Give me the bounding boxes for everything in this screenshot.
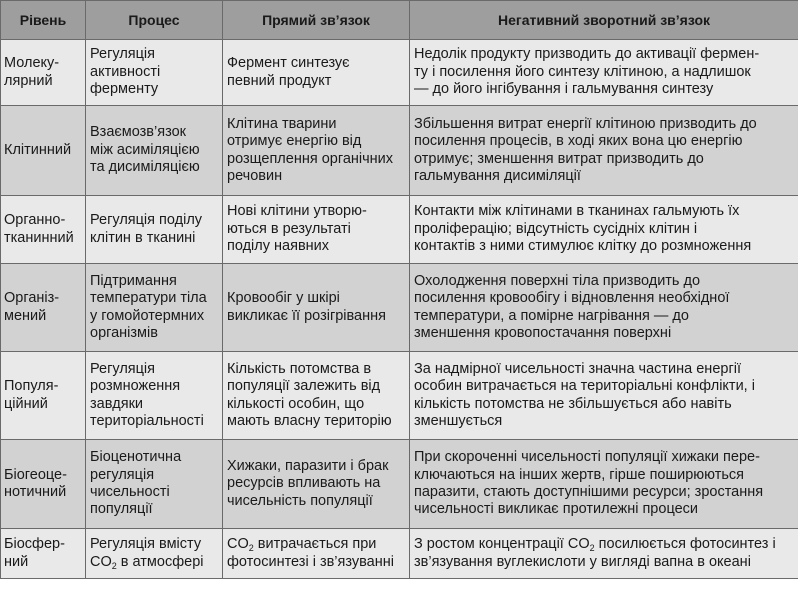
cell-line: активності bbox=[90, 63, 161, 80]
co2-subscript: 2 bbox=[248, 543, 254, 554]
cell-line: температури, а помірне нагрівання — до bbox=[414, 307, 689, 324]
cell-line: Регуляція поділу bbox=[90, 212, 203, 229]
table-row bbox=[1, 529, 798, 579]
cell-line: ту і посилення його синтезу клітиною, а надлишок bbox=[414, 63, 751, 80]
cell-line bbox=[227, 536, 376, 552]
cell-line: ний bbox=[4, 553, 29, 570]
direct-cell bbox=[223, 352, 410, 440]
negative-cell bbox=[410, 196, 798, 264]
cell-line: популяції bbox=[90, 501, 153, 518]
level-cell bbox=[1, 352, 86, 440]
process-cell bbox=[86, 440, 223, 529]
cell-line: посилення процесів, в ході яких вона цю енергію bbox=[414, 133, 743, 150]
cell-line: чисельність популяції bbox=[227, 492, 373, 509]
level-cell bbox=[1, 40, 86, 106]
process-cell bbox=[86, 196, 223, 264]
cell-line: Молеку- bbox=[4, 55, 60, 72]
table-row bbox=[1, 196, 798, 264]
cell-line: гальмування дисиміляції bbox=[414, 167, 581, 184]
process-cell bbox=[86, 529, 223, 579]
cell-line: особин витрачається на територіальні конфлікти, і bbox=[414, 378, 755, 395]
negative-cell bbox=[410, 440, 798, 529]
negative-cell bbox=[410, 352, 798, 440]
cell-line: Регуляція bbox=[90, 360, 156, 377]
direct-cell bbox=[223, 106, 410, 196]
cell-line: поділу наявних bbox=[227, 238, 330, 255]
cell-line: Кровообіг у шкірі bbox=[227, 290, 340, 307]
cell-line: Контакти між клітинами в тканинах гальмують їх bbox=[414, 203, 740, 220]
cell-line: територіальності bbox=[90, 412, 204, 429]
negative-cell bbox=[410, 106, 798, 196]
cell-line: контактів з ними стимулює клітку до розмноження bbox=[414, 238, 752, 255]
header-level: Рівень bbox=[1, 1, 86, 40]
cell-line: ферменту bbox=[90, 81, 159, 98]
table-row bbox=[1, 352, 798, 440]
cell-line: клітин в тканині bbox=[90, 229, 196, 246]
cell-line: тканинний bbox=[4, 229, 74, 246]
table-row bbox=[1, 40, 798, 106]
co2-subscript: 2 bbox=[589, 543, 595, 554]
cell-line: Клітинний bbox=[4, 141, 72, 158]
process-cell bbox=[86, 352, 223, 440]
cell-line: мений bbox=[4, 307, 47, 324]
direct-cell bbox=[223, 529, 410, 579]
level-cell bbox=[1, 196, 86, 264]
table-header-row bbox=[1, 1, 798, 40]
cell-line: Регуляція bbox=[90, 46, 156, 63]
cell-line: Хижаки, паразити і брак bbox=[227, 457, 389, 474]
cell-line: ключаються на інших жертв, гірше поширюються bbox=[414, 466, 745, 483]
cell-line: Нові клітини утворю- bbox=[227, 203, 367, 220]
co2-text: посилюється фотосинтез і bbox=[594, 536, 776, 553]
cell-line: Охолодження поверхні тіла призводить до bbox=[414, 272, 701, 289]
cell-line: — до його інгібування і гальмування синтезу bbox=[414, 81, 714, 98]
direct-cell bbox=[223, 264, 410, 352]
co2-text: CO bbox=[90, 553, 112, 570]
cell-line: Органно- bbox=[4, 212, 66, 229]
cell-line: популяції залежить від bbox=[227, 378, 381, 395]
cell-line: розщеплення органічних bbox=[227, 150, 394, 167]
cell-line: отримує енергію від bbox=[227, 133, 362, 150]
process-cell bbox=[86, 264, 223, 352]
level-cell bbox=[1, 264, 86, 352]
cell-line: Біоценотична bbox=[90, 449, 182, 466]
cell-line: зменшення кровопостачання поверхні bbox=[414, 324, 672, 341]
cell-line: посилення кровообігу і відновлення необхідної bbox=[414, 290, 730, 307]
co2-text: витрачається при bbox=[253, 536, 377, 553]
direct-cell bbox=[223, 196, 410, 264]
cell-line: Регуляція вмісту bbox=[90, 536, 202, 553]
cell-line: Організ- bbox=[4, 290, 60, 307]
header-negative-feedback: Негативний зворотний зв’язок bbox=[410, 1, 798, 40]
cell-line: При скороченні чисельності популяції хижаки пере- bbox=[414, 449, 760, 466]
process-cell bbox=[86, 106, 223, 196]
cell-line: регуляція bbox=[90, 466, 155, 483]
cell-line: Підтримання bbox=[90, 272, 177, 289]
cell-line: Біогеоце- bbox=[4, 466, 67, 483]
cell-line: Кількість потомства в bbox=[227, 360, 372, 377]
co2-text: З ростом концентрації CO bbox=[414, 536, 590, 553]
header-process: Процес bbox=[86, 1, 223, 40]
cell-line: чисельності викликає протилежні процеси bbox=[414, 501, 698, 518]
cell-line: ційний bbox=[4, 395, 48, 412]
cell-line: у гомойотермних bbox=[90, 307, 205, 324]
cell-line: розмноження bbox=[90, 378, 181, 395]
cell-line: температури тіла bbox=[90, 290, 207, 307]
cell-line: та дисиміляцією bbox=[90, 159, 200, 176]
cell-line: лярний bbox=[4, 72, 53, 89]
co2-text: в атмосфері bbox=[116, 553, 204, 570]
cell-line: За надмірної чисельності значна частина енергії bbox=[414, 360, 741, 377]
cell-line: Клітина тварини bbox=[227, 115, 337, 132]
negative-cell bbox=[410, 264, 798, 352]
cell-line: кількість потомства не збільшується або навіть bbox=[414, 395, 732, 412]
cell-line bbox=[414, 536, 776, 552]
cell-line: Біосфер- bbox=[4, 536, 65, 553]
cell-line: фотосинтезі і зв’язуванні bbox=[227, 553, 394, 570]
cell-line: ресурсів впливають на bbox=[227, 475, 381, 492]
process-cell bbox=[86, 40, 223, 106]
cell-line: нотичний bbox=[4, 484, 67, 500]
table-row bbox=[1, 106, 798, 196]
cell-line: мають власну територію bbox=[227, 412, 392, 429]
co2-subscript: 2 bbox=[111, 560, 117, 571]
direct-cell bbox=[223, 440, 410, 529]
header-direct-link: Прямий зв’язок bbox=[223, 1, 410, 40]
negative-cell bbox=[410, 40, 798, 106]
cell-line: Збільшення витрат енергії клітиною призводить до bbox=[414, 115, 757, 132]
cell-line: Недолік продукту призводить до активації фермен- bbox=[414, 46, 760, 63]
cell-line: отримує; зменшення витрат призводить до bbox=[414, 150, 704, 167]
table-row bbox=[1, 440, 798, 529]
cell-line: Популя- bbox=[4, 378, 59, 395]
cell-line: проліферацію; відсутність сусідніх клітин і bbox=[414, 220, 698, 237]
co2-text: CO bbox=[227, 536, 249, 553]
cell-line: завдяки bbox=[90, 395, 144, 412]
cell-line: організмів bbox=[90, 324, 158, 341]
cell-line: кількості особин, що bbox=[227, 395, 365, 412]
cell-line: чисельності bbox=[90, 484, 170, 500]
cell-line bbox=[90, 554, 203, 570]
negative-cell bbox=[410, 529, 798, 579]
cell-line: речовин bbox=[227, 167, 283, 184]
cell-line: ються в результаті bbox=[227, 220, 351, 237]
table-row bbox=[1, 264, 798, 352]
level-cell bbox=[1, 529, 86, 579]
level-cell bbox=[1, 106, 86, 196]
cell-line: певний продукт bbox=[227, 72, 332, 89]
cell-line: Взаємозв’язок bbox=[90, 124, 186, 141]
direct-cell bbox=[223, 40, 410, 106]
cell-line: Фермент синтезує bbox=[227, 55, 350, 72]
cell-line: паразити, стають доступнішими ресурси; зростання bbox=[414, 484, 764, 500]
cell-line: зменшується bbox=[414, 412, 503, 429]
cell-line: зв’язування вуглекислоти у вигляді вапна в океані bbox=[414, 553, 751, 570]
cell-line: викликає її розігрівання bbox=[227, 307, 386, 324]
cell-line: між асиміляцією bbox=[90, 141, 200, 158]
level-cell bbox=[1, 440, 86, 529]
